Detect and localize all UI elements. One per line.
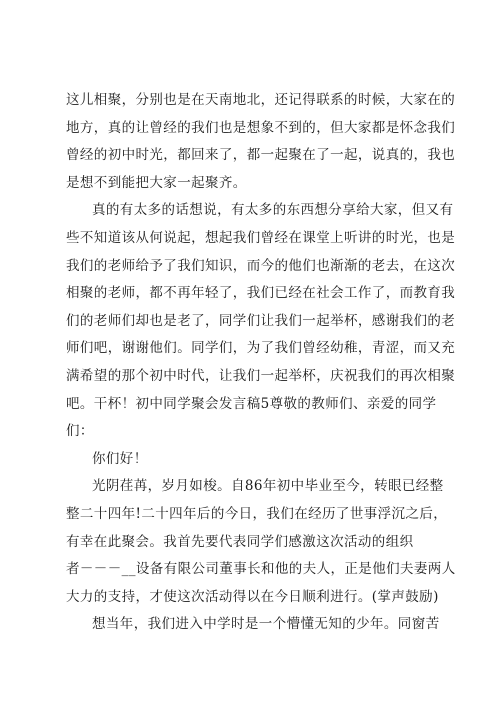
text-line: 满希望的那个初中时代，让我们一起举杯，庆祝我们的再次相聚	[66, 367, 456, 384]
paragraph-first-line: 真的有太多的话想说，有太多的东西想分享给大家，但又有	[92, 202, 454, 219]
text-line: 吧。干杯！初中同学聚会发言稿5尊敬的教师们、亲爱的同学	[66, 395, 437, 412]
greeting-line: 你们好！	[92, 450, 148, 467]
text-line: 师们吧，谢谢他们。同学们，为了我们曾经幼稚，青涩，而又充	[66, 340, 456, 357]
text-line: 这儿相聚，分别也是在天南地北，还记得联系的时候，大家在的	[66, 92, 456, 108]
body-text	[66, 87, 466, 639]
text-line: 们的老师们却也是老了，同学们让我们一起举杯，感谢我们的老	[66, 312, 456, 329]
text-line: 些不知道该从何说起，想起我们曾经在课堂上听讲的时光，也是	[66, 229, 456, 246]
paragraph-first-line: 想当年，我们进入中学时是一个懵懂无知的少年。同窗苦	[92, 616, 440, 633]
text-line: 有幸在此聚会。我首先要代表同学们感激这次活动的组织	[66, 533, 414, 550]
text-line: 大力的支持，才使这次活动得以在今日顺利进行。(掌声鼓励)	[66, 588, 439, 605]
paragraph-first-line: 光阴荏苒，岁月如梭。自86年初中毕业至今，转眼已经整	[92, 478, 444, 495]
text-line: 整二十四年!二十四年后的今日，我们在经历了世事浮沉之后，	[66, 505, 448, 522]
text-line: 是想不到能把大家一起聚齐。	[66, 174, 247, 191]
text-line: 相聚的老师，都不再年轻了，我们已经在社会工作了，而教育我	[66, 285, 456, 302]
text-line: 曾经的初中时光，都回来了，都一起聚在了一起，说真的，我也	[66, 147, 456, 164]
text-line: 们：	[66, 423, 94, 440]
text-line: 地方，真的让曾经的我们也是想象不到的，但大家都是怀念我们	[66, 119, 456, 136]
text-line: 者－－－__设备有限公司董事长和他的夫人，正是他们夫妻两人	[66, 561, 456, 578]
text-line: 我们的老师给予了我们知识，而今的他们也渐渐的老去，在这次	[66, 257, 456, 274]
